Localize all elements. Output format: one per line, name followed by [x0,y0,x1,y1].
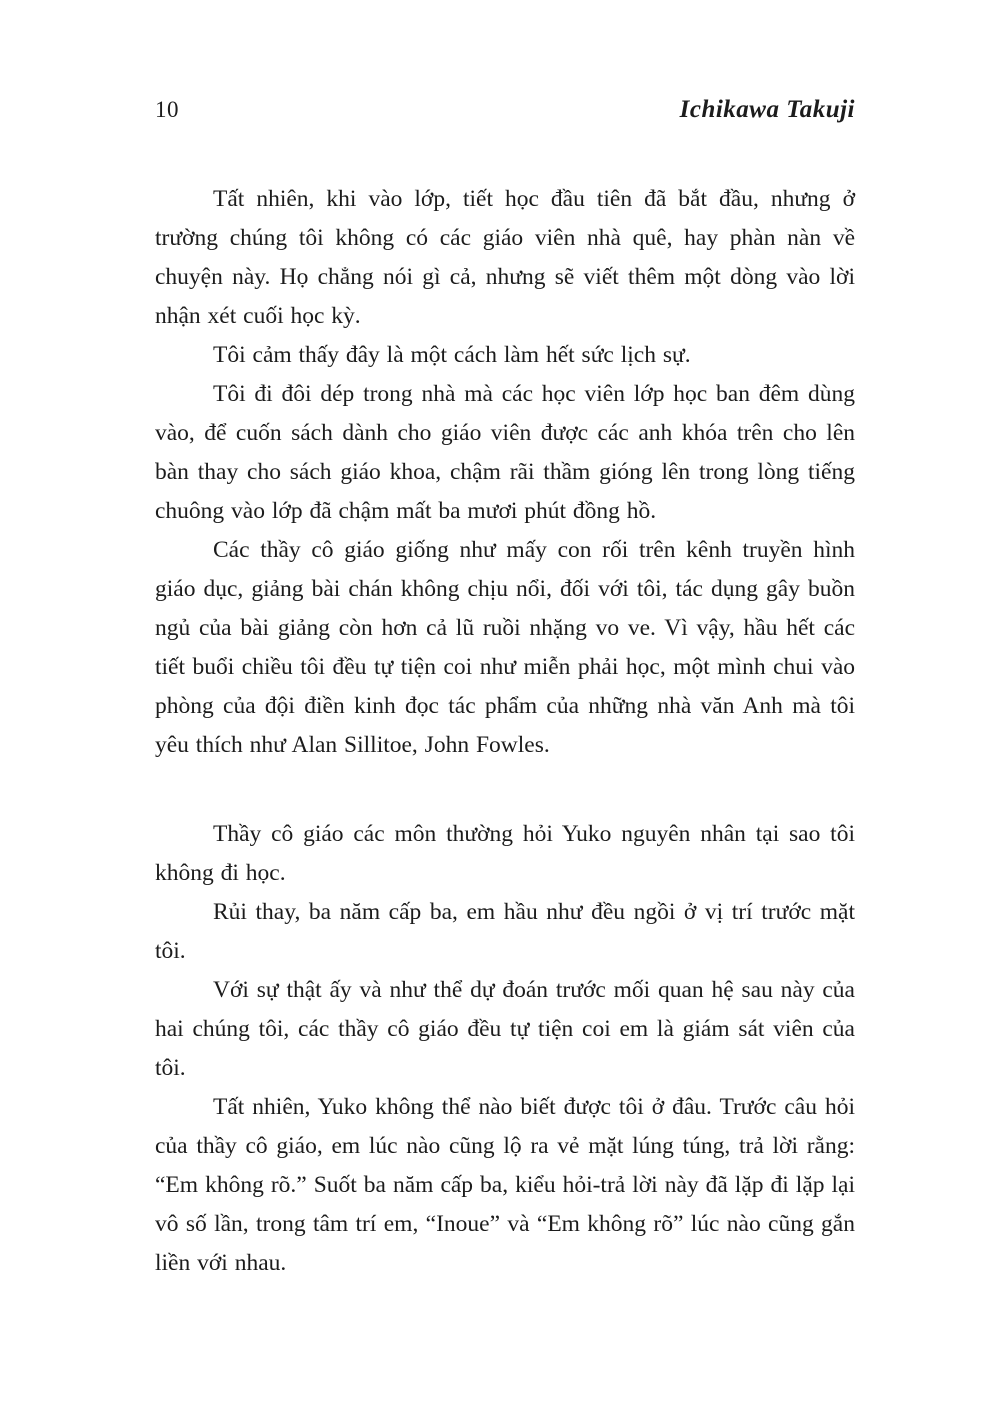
running-header-author: Ichikawa Takuji [679,96,855,123]
paragraph: Tất nhiên, Yuko không thể nào biết được tôi ở đâu. Trước câu hỏi của thầy cô giáo, em lúc nào cũng lộ ra vẻ mặt lúng túng, trả lời rằng: “Em không rõ.” Suốt ba năm cấp ba, kiểu hỏi-trả lời này đã lặp đi lặp lại vô số lần, trong tâm trí em, “Inoue” và “Em không rõ” lúc nào cũng gắn liền với nhau. [155,1094,855,1276]
paragraph: Tôi cảm thấy đây là một cách làm hết sức lịch sự. [213,342,691,368]
page-number: 10 [155,97,179,122]
paragraph: Các thầy cô giáo giống như mấy con rối trên kênh truyền hình giáo dục, giảng bài chán không chịu nổi, đối với tôi, tác dụng gây buồn ngủ của bài giảng còn hơn cả lũ ruồi nhặng vo ve. Vì vậy, hầu hết các tiết buổi chiều tôi đều tự tiện coi như miễn phải học, một mình chui vào phòng của đội điền kinh đọc tác phẩm của những nhà văn Anh mà tôi yêu thích như Alan Sillitoe, John Fowles. [155,537,855,758]
paragraph: Tôi đi đôi dép trong nhà mà các học viên lớp học ban đêm dùng vào, để cuốn sách dành cho giáo viên được các anh khóa trên cho lên bàn thay cho sách giáo khoa, chậm rãi thầm gióng lên trong lòng tiếng chuông vào lớp đã chậm mất ba mươi phút đồng hồ. [155,381,855,524]
paragraph: Thầy cô giáo các môn thường hỏi Yuko nguyên nhân tại sao tôi không đi học. [155,821,855,886]
page-body-text [155,180,855,1283]
paragraph: Tất nhiên, khi vào lớp, tiết học đầu tiên đã bắt đầu, nhưng ở trường chúng tôi không có các giáo viên nhà quê, hay phàn nàn về chuyện này. Họ chẳng nói gì cả, nhưng sẽ viết thêm một dòng vào lời nhận xét cuối học kỳ. [155,186,855,329]
section-break [155,765,855,815]
paragraph: Rủi thay, ba năm cấp ba, em hầu như đều ngồi ở vị trí trước mặt tôi. [155,899,855,964]
running-header [155,96,855,124]
paragraph: Với sự thật ấy và như thể dự đoán trước mối quan hệ sau này của hai chúng tôi, các thầy cô giáo đều tự tiện coi em là giám sát viên của tôi. [155,977,855,1081]
page-content-area [155,96,855,1283]
